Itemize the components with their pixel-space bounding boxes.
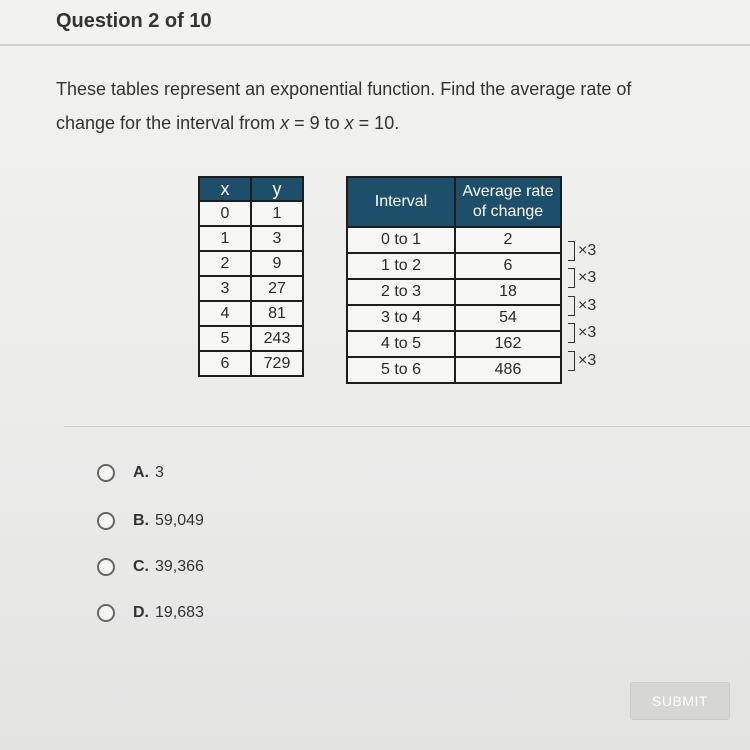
option-value: 39,366 (155, 558, 204, 575)
multiplier-annotation (568, 268, 596, 288)
multiplier-annotation (568, 351, 596, 371)
multiplier-annotation (568, 323, 596, 343)
bracket-mark (568, 351, 575, 371)
table-row (347, 253, 561, 279)
interval-column-header: Interval (347, 177, 455, 227)
interval-cell: 2 to 3 (347, 279, 455, 305)
x-cell: 4 (199, 301, 251, 326)
rate-cell: 2 (455, 227, 561, 253)
rate-column-header (455, 177, 561, 227)
multiplier-annotation (568, 296, 596, 316)
option-value: 59,049 (155, 512, 204, 529)
submit-button[interactable]: SUBMIT (630, 682, 730, 720)
rate-cell: 162 (455, 331, 561, 357)
y-cell: 81 (251, 301, 303, 326)
table-row (199, 226, 303, 251)
prompt-line-1: These tables represent an exponential function. Find the average rate of (56, 79, 632, 99)
rate-cell: 6 (455, 253, 561, 279)
y-cell: 27 (251, 276, 303, 301)
answer-option-c[interactable] (97, 558, 204, 576)
x-cell: 5 (199, 326, 251, 351)
y-column-header: y (251, 177, 303, 201)
y-cell: 3 (251, 226, 303, 251)
x-cell: 6 (199, 351, 251, 376)
header-divider (0, 44, 750, 46)
bracket-mark (568, 323, 575, 343)
question-prompt (56, 72, 716, 140)
option-letter: C. (133, 558, 149, 575)
rate-header-line-2: of change (472, 203, 544, 220)
interval-cell: 0 to 1 (347, 227, 455, 253)
option-value: 3 (155, 464, 164, 481)
option-letter: D. (133, 604, 149, 621)
table-row (347, 305, 561, 331)
question-counter: Question 2 of 10 (56, 10, 212, 32)
y-cell: 243 (251, 326, 303, 351)
table-row (347, 279, 561, 305)
rate-cell: 486 (455, 357, 561, 383)
rate-cell: 54 (455, 305, 561, 331)
radio-button[interactable] (97, 558, 115, 576)
table-row (347, 331, 561, 357)
multiplier-label: ×3 (578, 352, 597, 369)
multiplier-label: ×3 (578, 242, 597, 259)
multiplier-label: ×3 (578, 297, 597, 314)
prompt-eq-2: = 10. (353, 113, 400, 133)
bracket-mark (568, 241, 575, 261)
prompt-eq-1: = 9 to (289, 113, 345, 133)
y-cell: 729 (251, 351, 303, 376)
prompt-line-2-prefix: change for the interval from (56, 113, 281, 133)
interval-cell: 4 to 5 (347, 331, 455, 357)
multiplier-annotation (568, 241, 596, 261)
x-cell: 3 (199, 276, 251, 301)
x-cell: 0 (199, 201, 251, 226)
answer-option-a[interactable] (97, 464, 164, 482)
option-letter: A. (133, 464, 149, 481)
option-letter: B. (133, 512, 149, 529)
multiplier-label: ×3 (578, 324, 597, 341)
table-row (199, 251, 303, 276)
answers-divider (64, 426, 750, 427)
bracket-mark (568, 296, 575, 316)
rate-cell: 18 (455, 279, 561, 305)
table-row (199, 276, 303, 301)
option-value: 19,683 (155, 604, 204, 621)
x-variable: x (280, 113, 290, 133)
interval-cell: 3 to 4 (347, 305, 455, 331)
bracket-mark (568, 268, 575, 288)
rate-of-change-table (346, 176, 562, 384)
rate-header-line-1: Average rate (462, 183, 554, 200)
interval-cell: 1 to 2 (347, 253, 455, 279)
answer-option-b[interactable] (97, 512, 204, 530)
y-cell: 1 (251, 201, 303, 226)
x-column-header: x (199, 177, 251, 201)
xy-table (198, 176, 304, 377)
y-cell: 9 (251, 251, 303, 276)
table-row (199, 301, 303, 326)
x-cell: 1 (199, 226, 251, 251)
x-cell: 2 (199, 251, 251, 276)
multiplier-label: ×3 (578, 269, 597, 286)
radio-button[interactable] (97, 604, 115, 622)
table-row (347, 227, 561, 253)
answer-option-d[interactable] (97, 604, 204, 622)
interval-cell: 5 to 6 (347, 357, 455, 383)
x-variable: x (344, 113, 354, 133)
table-row (199, 201, 303, 226)
table-row (199, 351, 303, 376)
table-row (199, 326, 303, 351)
table-row (347, 357, 561, 383)
radio-button[interactable] (97, 464, 115, 482)
radio-button[interactable] (97, 512, 115, 530)
